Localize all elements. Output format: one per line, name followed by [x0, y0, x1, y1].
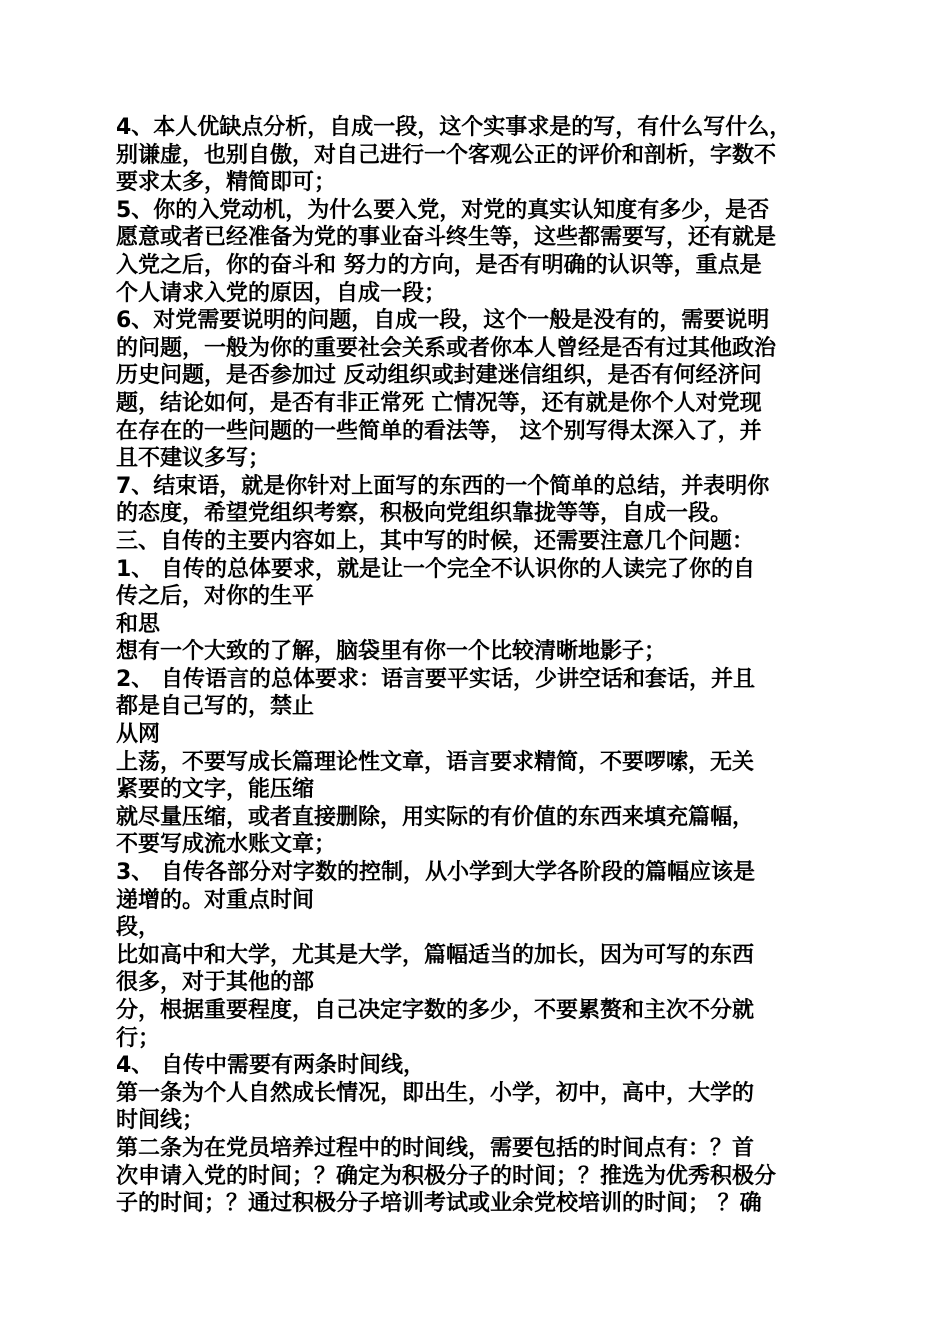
text-line: 比如高中和大学，尤其是大学，篇幅适当的加长，因为可写的东西	[116, 942, 755, 968]
text-line: 次申请入党的时间；？确定为积极分子的时间；？推选为优秀积极分	[116, 1163, 777, 1189]
text-line: 上荡，不要写成长篇理论性文章，语言要求精简，不要啰嗦，无关	[116, 749, 755, 775]
text-line: 想有一个大致的了解，脑袋里有你一个比较清晰地影子；	[116, 639, 667, 665]
text-line: 个人请求入党的原因，自成一段；	[116, 280, 447, 306]
text-line: 的问题，一般为你的重要社会关系或者你本人曾经是否有过其他政治	[116, 335, 777, 361]
text-line: 传之后，对你的生平	[116, 584, 315, 610]
text-line: 很多，对于其他的部	[116, 970, 315, 996]
text-line: 6、对党需要说明的问题，自成一段，这个一般是没有的，需要说明	[116, 308, 770, 334]
text-line: 三、自传的主要内容如上，其中写的时候，还需要注意几个问题：	[116, 528, 755, 554]
text-line: 4、 自传中需要有两条时间线，	[116, 1053, 425, 1079]
text-line: 2、 自传语言的总体要求：语言要平实话，少讲空话和套话，并且	[116, 666, 755, 692]
text-line: 的态度，希望党组织考察，积极向党组织靠拢等等，自成一段。	[116, 501, 733, 527]
text-line: 从网	[116, 722, 161, 748]
text-line: 4、本人优缺点分析，自成一段，这个实事求是的写，有什么写什么，	[116, 115, 792, 140]
text-line: 子的时间；？通过积极分子培训考试或业余党校培训的时间； ？确	[116, 1191, 762, 1217]
text-line: 行；	[116, 1025, 161, 1051]
text-line: 别谦虚，也别自傲，对自己进行一个客观公正的评价和剖析，字数不	[116, 142, 777, 168]
text-line: 紧要的文字，能压缩	[116, 777, 315, 803]
text-line: 和思	[116, 611, 161, 637]
text-line: 入党之后，你的奋斗和 努力的方向，是否有明确的认识等，重点是	[116, 252, 762, 278]
text-line: 就尽量压缩，或者直接删除，用实际的有价值的东西来填充篇幅，	[116, 804, 755, 830]
text-line: 题，结论如何，是否有非正常死 亡情况等，还有就是你个人对党现	[116, 390, 762, 416]
text-line: 5、你的入党动机，为什么要入党，对党的真实认知度有多少，是否	[116, 197, 770, 223]
text-line: 不要写成流水账文章；	[116, 832, 337, 858]
text-line: 1、 自传的总体要求，就是让一个完全不认识你的人读完了你的自	[116, 556, 755, 582]
text-line: 段，	[116, 915, 161, 941]
text-line: 愿意或者已经准备为党的事业奋斗终生等，这些都需要写，还有就是	[116, 225, 777, 251]
text-line: 3、 自传各部分对字数的控制，从小学到大学各阶段的篇幅应该是	[116, 860, 755, 886]
text-line: 分，根据重要程度，自己决定字数的多少，不要累赘和主次不分就	[116, 998, 755, 1023]
text-line: 第一条为个人自然成长情况，即出生，小学，初中，高中，大学的	[116, 1080, 755, 1106]
text-line: 时间线；	[116, 1108, 205, 1134]
document-body	[116, 114, 846, 1218]
text-line: 都是自己写的，禁止	[116, 694, 315, 720]
text-line: 7、结束语，就是你针对上面写的东西的一个简单的总结，并表明你	[116, 473, 770, 499]
text-line: 第二条为在党员培养过程中的时间线，需要包括的时间点有：？首	[116, 1135, 755, 1161]
text-line: 在存在的一些问题的一些简单的看法等， 这个别写得太深入了，并	[116, 418, 762, 444]
text-line: 且不建议多写；	[116, 446, 271, 472]
text-line: 要求太多，精简即可；	[116, 170, 337, 196]
text-line: 历史问题，是否参加过 反动组织或封建迷信组织，是否有何经济问	[116, 363, 762, 389]
text-line: 递增的。对重点时间	[116, 887, 315, 913]
